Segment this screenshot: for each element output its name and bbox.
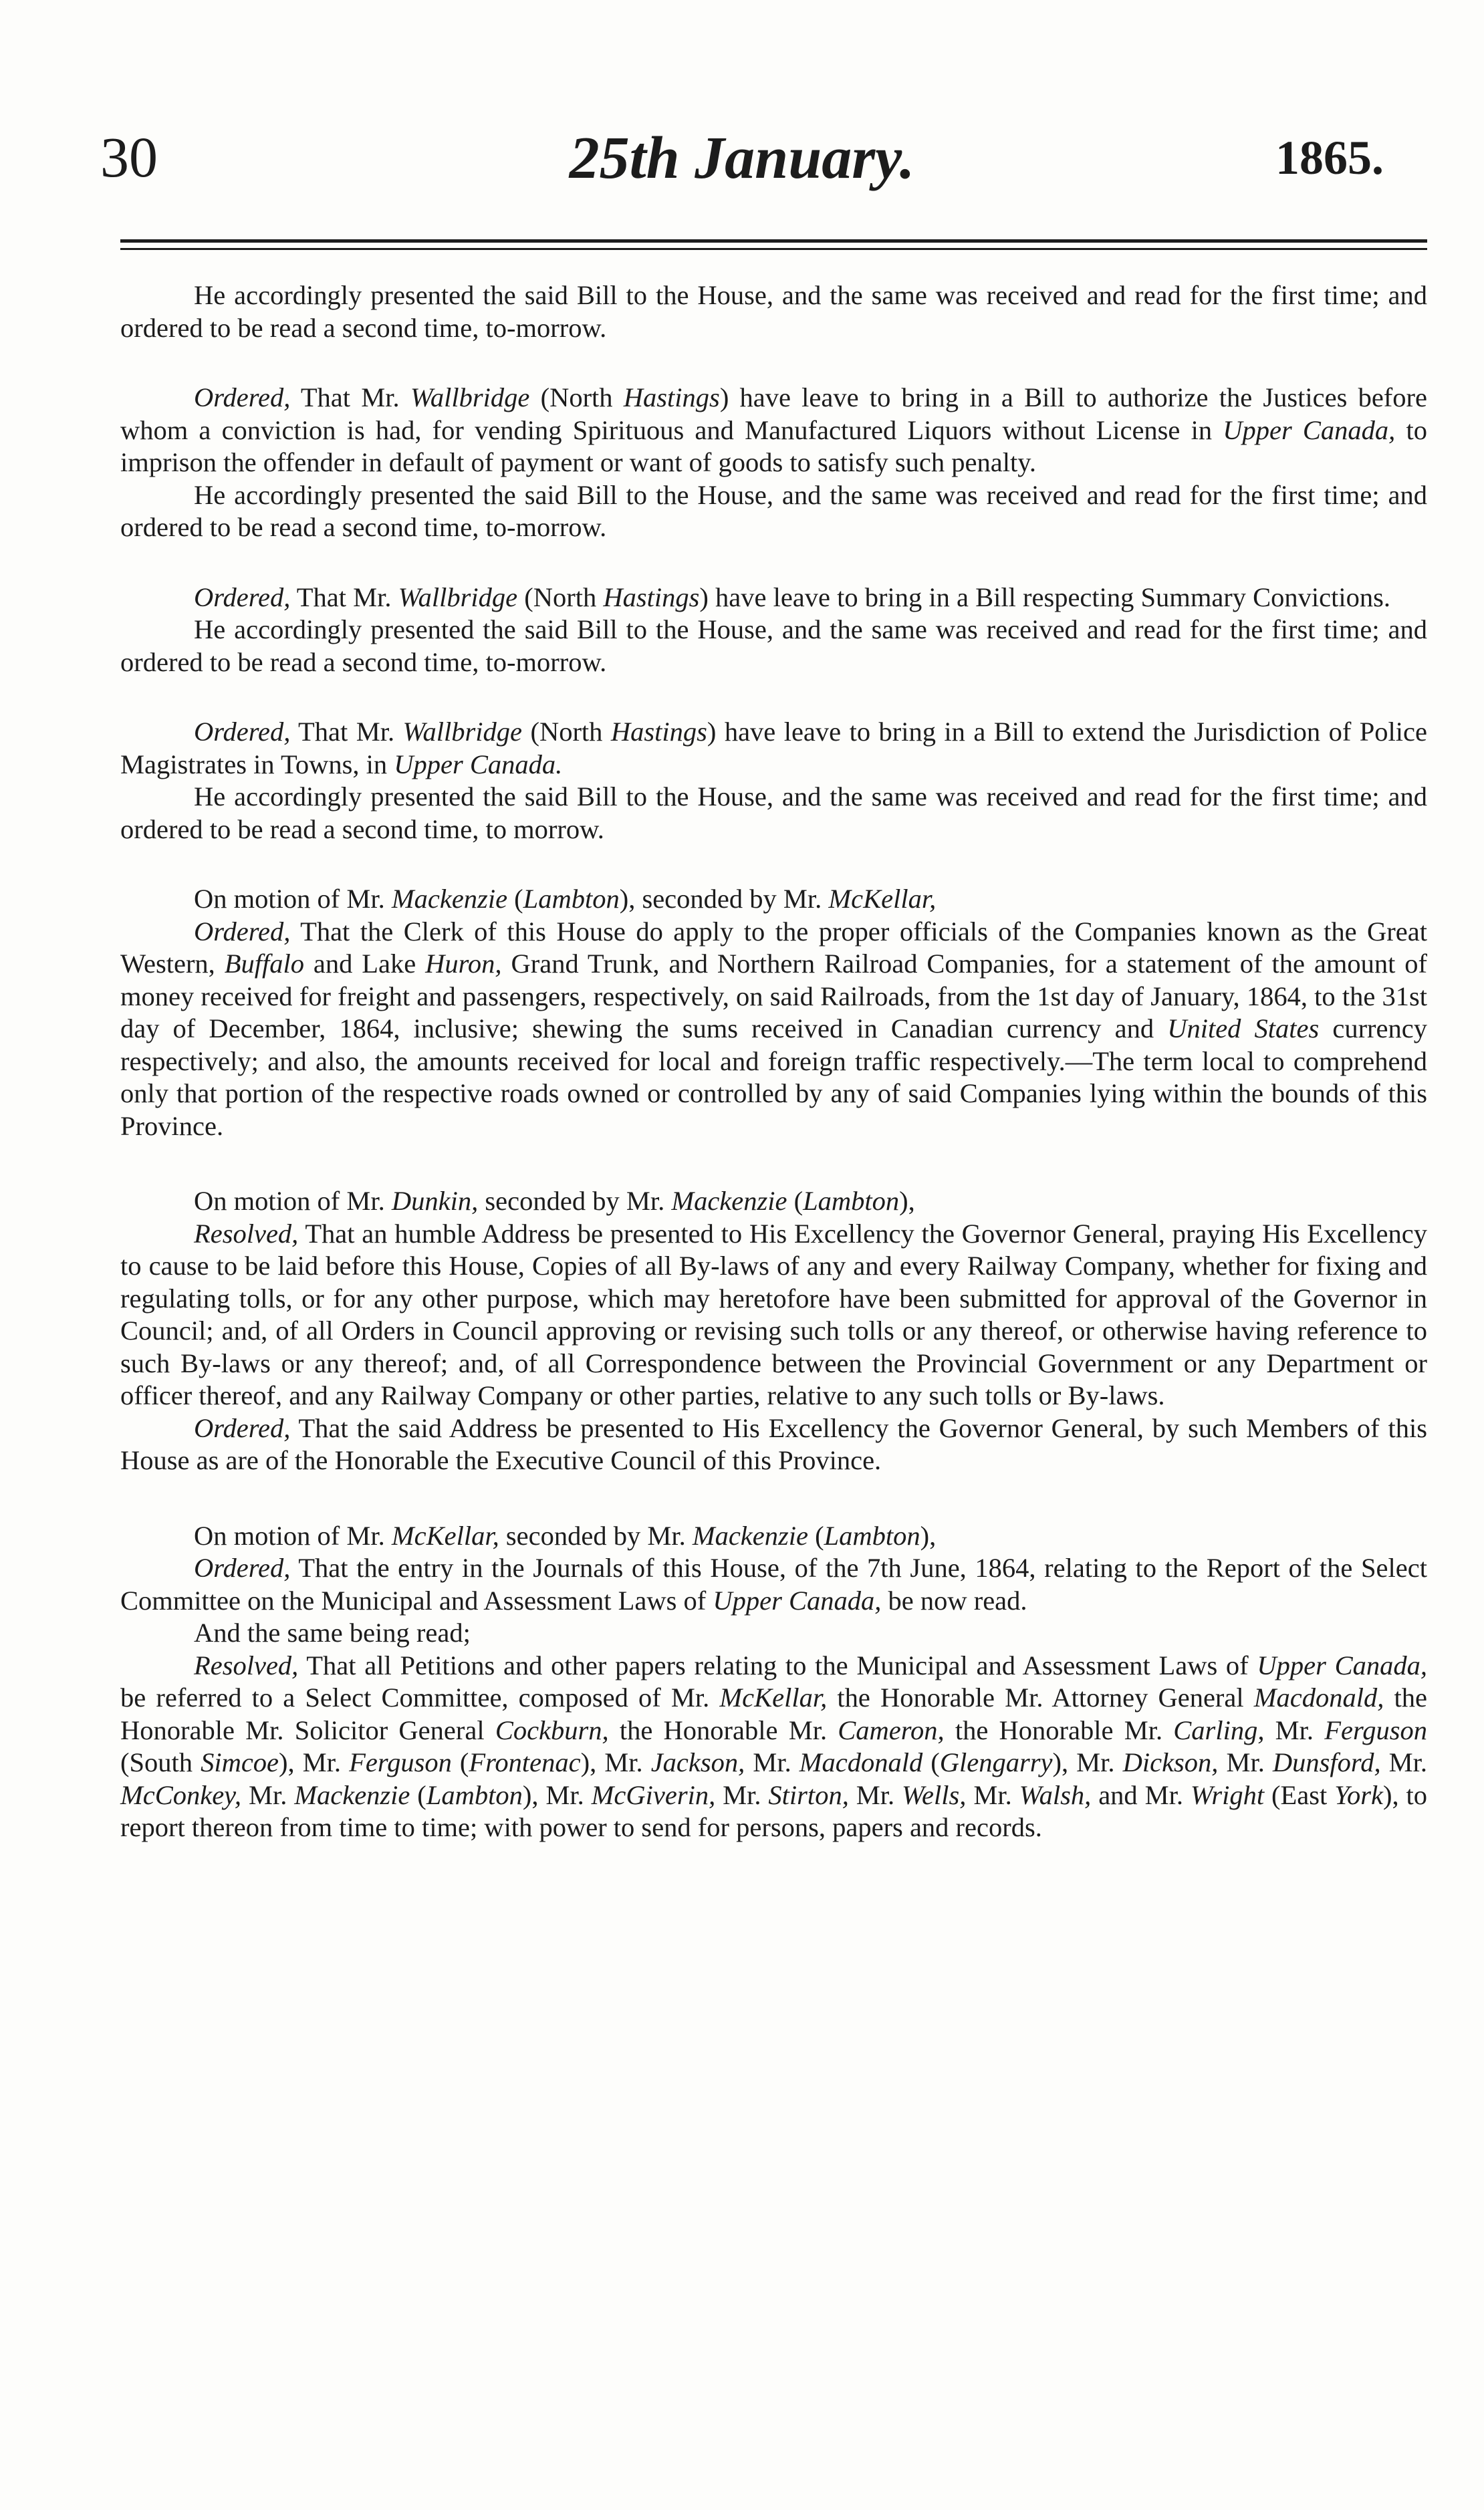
paragraph-order-summary-convictions: Ordered, That Mr. Wallbridge (North Hastings) have leave to bring in a Bill respecting Summary Convictions. [194,582,1391,612]
paragraph-motion-mckellar: On motion of Mr. McKellar, seconded by Mr. Mackenzie (Lambton), [194,1520,937,1551]
header-rule-thin [120,248,1427,250]
paragraph-order-address-presented: Ordered, That the said Address be presented to His Excellency the Governor General, by such Members of this House as are of the Honorable the Executive Council of this Province. [120,1412,1427,1475]
paragraph-order-railroad-statement: Ordered, That the Clerk of this House do apply to the proper officials of the Companies known as the Great Western, Buffalo and Lake Huron, Grand Trunk, and Northern Railroad Companies, for a statement of the amount of money received for freight and passengers, respectively, on said Railroads, from the 1st day of January, 1864, to the 31st day of December, 1864, inclusive; shewing the sums received in Canadian currency and United States currency respectively; and also, the amounts received for local and foreign traffic respectively.—The term local to comprehend only that portion of the respective roads owned or controlled by any of said Companies lying within the bounds of this Province. [120,916,1427,1141]
paragraph-bill-presented: He accordingly presented the said Bill to the House, and the same was received and read for the first time; and ordered to be read a second time, to-morrow. [120,280,1427,343]
page-year: 1865. [1275,131,1384,184]
paragraph-bill-presented: He accordingly presented the said Bill to the House, and the same was received and read for the first time; and ordered to be read a second time, to-morrow. [120,479,1427,542]
paragraph-same-being-read: And the same being read; [194,1618,471,1648]
paragraph-motion-dunkin: On motion of Mr. Dunkin, seconded by Mr. Mackenzie (Lambton), [194,1186,915,1216]
paragraph-resolved-address: Resolved, That an humble Address be presented to His Excellency the Governor General, praying His Excellency to cause to be laid before this House, Copies of all By-laws of any and every Railway Company, whether for fixing and regulating tolls, or for any other purpose, which may heretofore have been submitted for approval of the Governor in Council; and, of all Orders in Council approving or revising such tolls or any thereof, or otherwise having reference to such By-laws or any thereof; and, of all Correspondence between the Provincial Government or any Department or officer thereof, and any Railway Company or other parties, relative to any such tolls or By-laws. [120,1218,1427,1410]
journal-body [120,279,1427,1844]
page-number: 30 [100,125,158,189]
paragraph-order-journal-entry: Ordered, That the entry in the Journals of this House, of the 7th June, 1864, relating to the Report of the Select Committee on the Municipal and Assessment Laws of Upper Canada, be now read. [120,1553,1427,1616]
paragraph-order-liquor-bill: Ordered, That Mr. Wallbridge (North Hastings) have leave to bring in a Bill to authorize the Justices before whom a conviction is had, for vending Spirituous and Manufactured Liquors without License in Upper Canada, to imprison the offender in default of payment or want of goods to satisfy such penalty. [120,382,1428,477]
paragraph-motion-mackenzie: On motion of Mr. Mackenzie (Lambton), seconded by Mr. McKellar, [194,884,937,914]
running-title: 25th January. [569,125,915,191]
paragraph-order-police-magistrates: Ordered, That Mr. Wallbridge (North Hastings) have leave to bring in a Bill to extend the Jurisdiction of Police Magistrates in Towns, in Upper Canada. [120,717,1427,779]
header-rule-thick [120,239,1427,243]
paragraph-bill-presented: He accordingly presented the said Bill to the House, and the same was received and read for the first time; and ordered to be read a second time, to morrow. [120,781,1427,844]
paragraph-bill-presented: He accordingly presented the said Bill to the House, and the same was received and read for the first time; and ordered to be read a second time, to-morrow. [120,614,1427,677]
paragraph-resolved-select-committee: Resolved, That all Petitions and other papers relating to the Municipal and Assessment Laws of Upper Canada, be referred to a Select Committee, composed of Mr. McKellar, the Honorable Mr. Attorney General Macdonald, the Honorable Mr. Solicitor General Cockburn, the Honorable Mr. Cameron, the Honorable Mr. Carling, Mr. Ferguson (South Simcoe), Mr. Ferguson (Frontenac), Mr. Jackson, Mr. Macdonald (Glengarry), Mr. Dickson, Mr. Dunsford, Mr. McConkey, Mr. Mackenzie (Lambton), Mr. McGiverin, Mr. Stirton, Mr. Wells, Mr. Walsh, and Mr. Wright (East York), to report thereon from time to time; with power to send for persons, papers and records. [120,1650,1428,1842]
